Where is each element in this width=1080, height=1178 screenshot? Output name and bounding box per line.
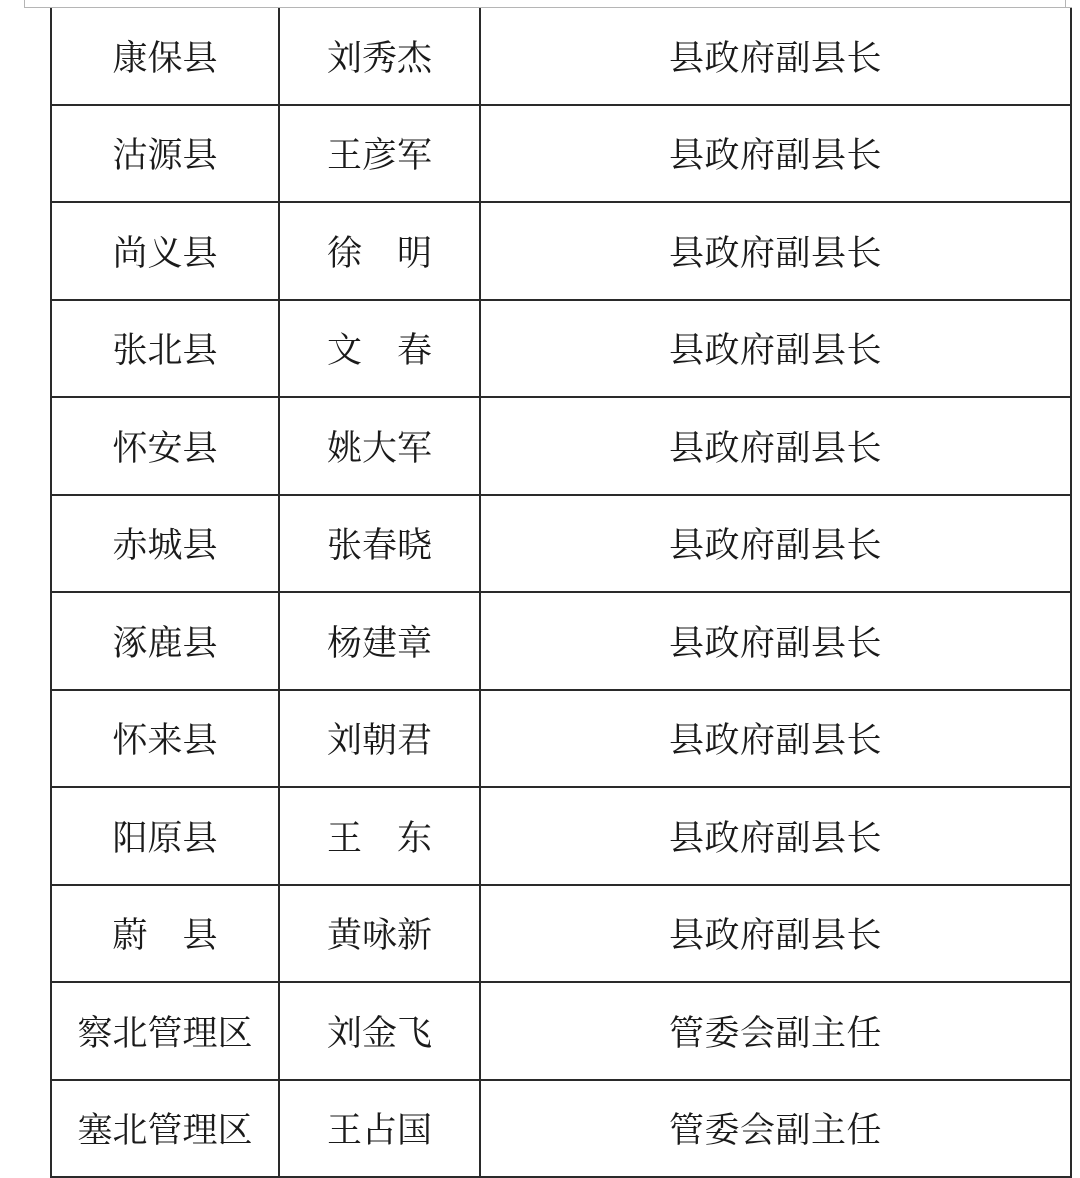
position-cell: 县政府副县长 xyxy=(480,105,1071,203)
area-cell: 蔚 县 xyxy=(51,885,279,983)
area-cell: 张北县 xyxy=(51,300,279,398)
table-row xyxy=(51,300,1071,398)
table-row xyxy=(51,8,1071,105)
name-cell: 王彦军 xyxy=(279,105,480,203)
position-cell: 县政府副县长 xyxy=(480,8,1071,105)
table-row xyxy=(51,1080,1071,1178)
table-row xyxy=(51,787,1071,885)
name-cell: 黄咏新 xyxy=(279,885,480,983)
page-corner-mark-right xyxy=(1065,0,1066,8)
position-cell: 县政府副县长 xyxy=(480,690,1071,788)
table-row xyxy=(51,690,1071,788)
area-cell: 康保县 xyxy=(51,8,279,105)
name-cell: 王 东 xyxy=(279,787,480,885)
name-cell: 刘金飞 xyxy=(279,982,480,1080)
position-cell: 县政府副县长 xyxy=(480,202,1071,300)
position-cell: 县政府副县长 xyxy=(480,592,1071,690)
table-row xyxy=(51,202,1071,300)
name-cell: 张春晓 xyxy=(279,495,480,593)
position-cell: 管委会副主任 xyxy=(480,1080,1071,1178)
name-cell: 徐 明 xyxy=(279,202,480,300)
name-cell: 杨建章 xyxy=(279,592,480,690)
table-row xyxy=(51,105,1071,203)
table-row xyxy=(51,885,1071,983)
table-row xyxy=(51,592,1071,690)
name-cell: 王占国 xyxy=(279,1080,480,1178)
area-cell: 沽源县 xyxy=(51,105,279,203)
name-cell: 姚大军 xyxy=(279,397,480,495)
area-cell: 察北管理区 xyxy=(51,982,279,1080)
name-cell: 刘秀杰 xyxy=(279,8,480,105)
name-cell: 刘朝君 xyxy=(279,690,480,788)
position-cell: 管委会副主任 xyxy=(480,982,1071,1080)
area-cell: 塞北管理区 xyxy=(51,1080,279,1178)
area-cell: 怀来县 xyxy=(51,690,279,788)
position-cell: 县政府副县长 xyxy=(480,787,1071,885)
table-row xyxy=(51,982,1071,1080)
area-cell: 涿鹿县 xyxy=(51,592,279,690)
area-cell: 尚义县 xyxy=(51,202,279,300)
position-cell: 县政府副县长 xyxy=(480,397,1071,495)
official-roster-table xyxy=(50,8,1072,1178)
name-cell: 文 春 xyxy=(279,300,480,398)
area-cell: 阳原县 xyxy=(51,787,279,885)
page-corner-mark-left xyxy=(24,0,25,8)
position-cell: 县政府副县长 xyxy=(480,885,1071,983)
table-row xyxy=(51,397,1071,495)
position-cell: 县政府副县长 xyxy=(480,495,1071,593)
area-cell: 赤城县 xyxy=(51,495,279,593)
area-cell: 怀安县 xyxy=(51,397,279,495)
position-cell: 县政府副县长 xyxy=(480,300,1071,398)
table-row xyxy=(51,495,1071,593)
